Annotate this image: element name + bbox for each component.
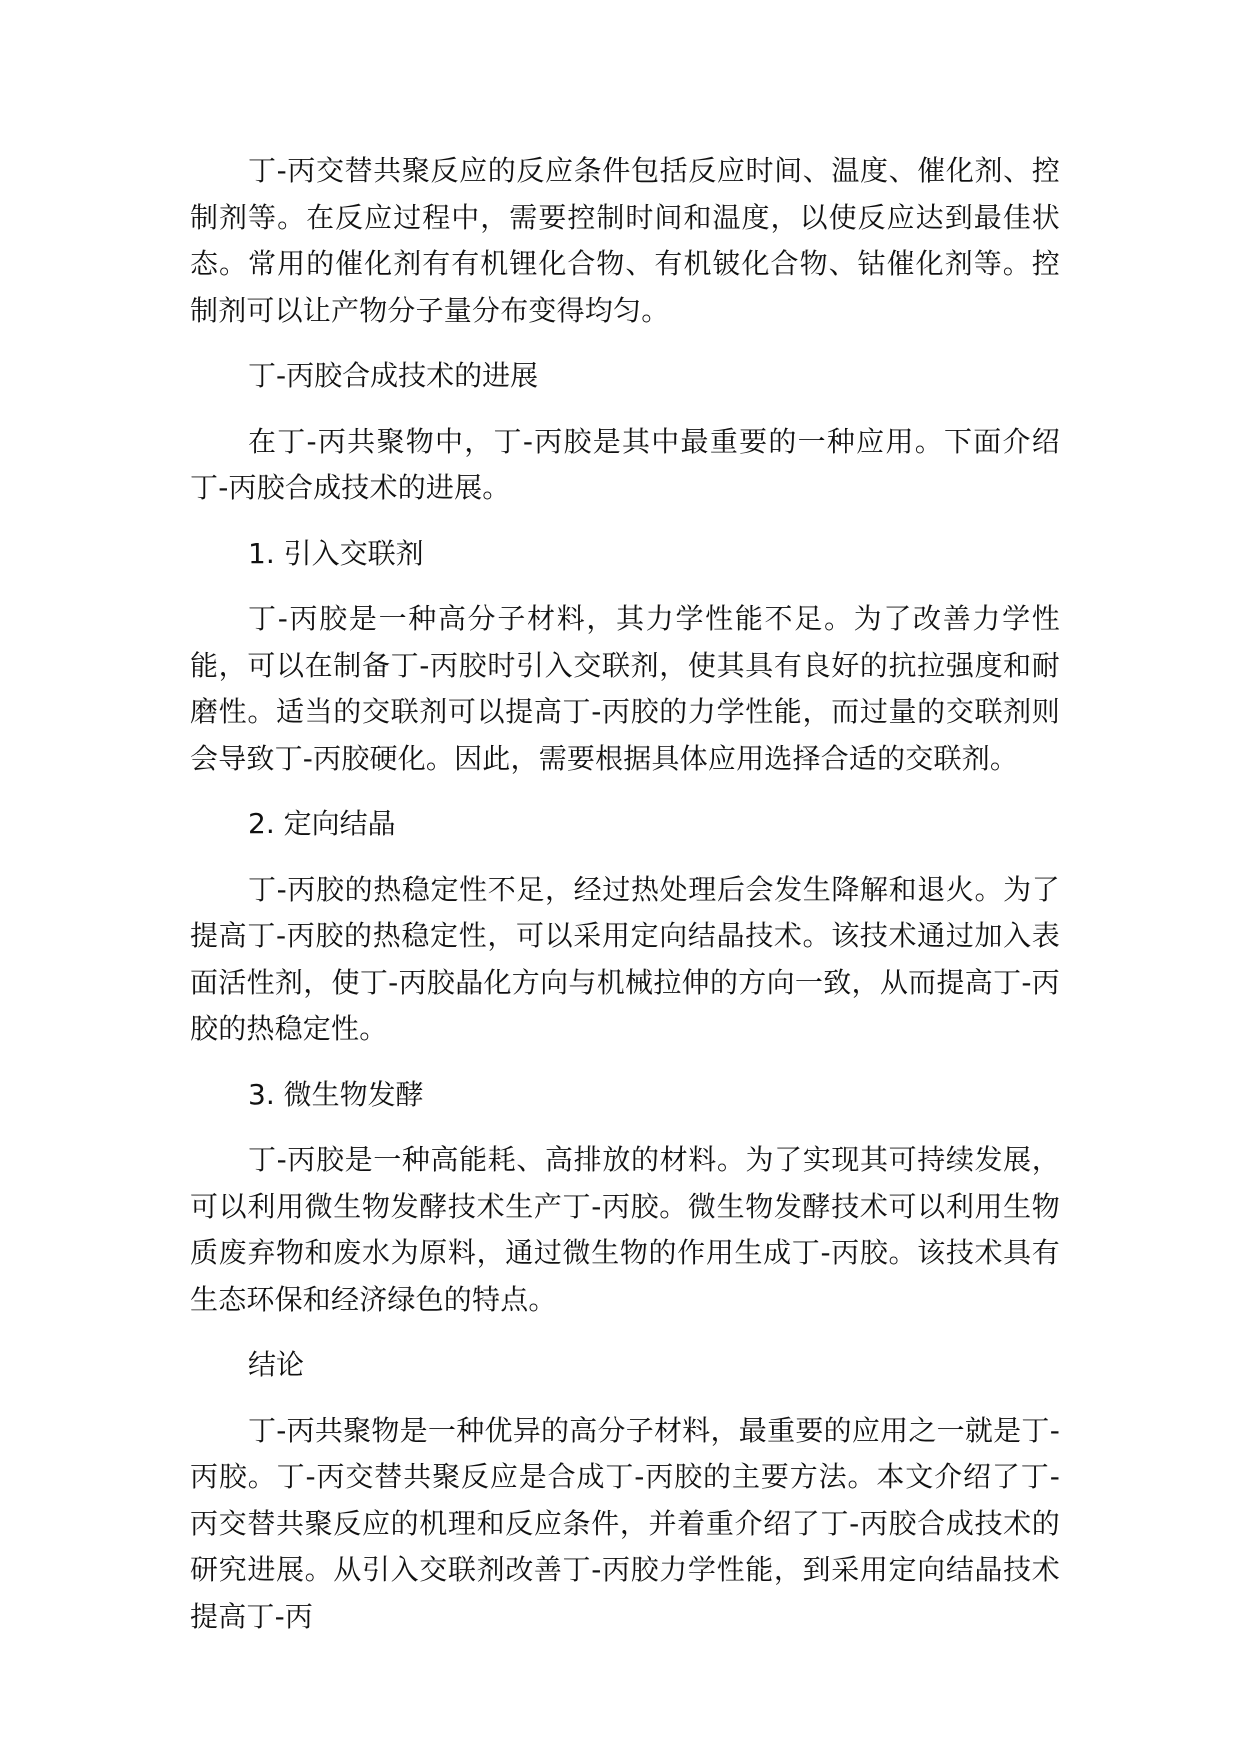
subheading-crosslinker: 1. 引入交联剂 (248, 536, 424, 570)
section-heading-synthesis-progress: 丁-丙胶合成技术的进展 (248, 359, 539, 392)
section-heading-conclusion: 结论 (248, 1348, 305, 1381)
subheading-microbial-fermentation: 3. 微生物发酵 (248, 1077, 424, 1111)
paragraph-oriented-crystallization: 丁-丙胶的热稳定性不足，经过热处理后会发生降解和退火。为了提高丁-丙胶的热稳定性，可以采用定向结晶技术。该技术通过加入表面活性剂，使丁-丙胶晶化方向与机械拉伸的方向一致，从而提高丁-丙胶的热稳定性。 (190, 872, 1060, 1045)
paragraph-synthesis-intro: 在丁-丙共聚物中，丁-丙胶是其中最重要的一种应用。下面介绍丁-丙胶合成技术的进展。 (190, 424, 1060, 504)
document-page (190, 148, 1060, 1640)
paragraph-crosslinker: 丁-丙胶是一种高分子材料，其力学性能不足。为了改善力学性能，可以在制备丁-丙胶时引入交联剂，使其具有良好的抗拉强度和耐磨性。适当的交联剂可以提高丁-丙胶的力学性能，而过量的交联剂则会导致丁-丙胶硬化。因此，需要根据具体应用选择合适的交联剂。 (190, 602, 1060, 775)
subheading-oriented-crystallization: 2. 定向结晶 (248, 807, 396, 840)
paragraph-microbial-fermentation: 丁-丙胶是一种高能耗、高排放的材料。为了实现其可持续发展，可以利用微生物发酵技术生产丁-丙胶。微生物发酵技术可以利用生物质废弃物和废水为原料，通过微生物的作用生成丁-丙胶。该技术具有生态环保和经济绿色的特点。 (190, 1143, 1060, 1316)
paragraph-conclusion: 丁-丙共聚物是一种优异的高分子材料，最重要的应用之一就是丁-丙胶。丁-丙交替共聚反应是合成丁-丙胶的主要方法。本文介绍了丁-丙交替共聚反应的机理和反应条件，并着重介绍了丁-丙胶合成技术的研究进展。从引入交联剂改善丁-丙胶力学性能，到采用定向结晶技术提高丁-丙 (190, 1413, 1060, 1633)
paragraph-reaction-conditions: 丁-丙交替共聚反应的反应条件包括反应时间、温度、催化剂、控制剂等。在反应过程中，需要控制时间和温度，以使反应达到最佳状态。常用的催化剂有有机锂化合物、有机铍化合物、钴催化剂等。控制剂可以让产物分子量分布变得均匀。 (190, 154, 1060, 327)
